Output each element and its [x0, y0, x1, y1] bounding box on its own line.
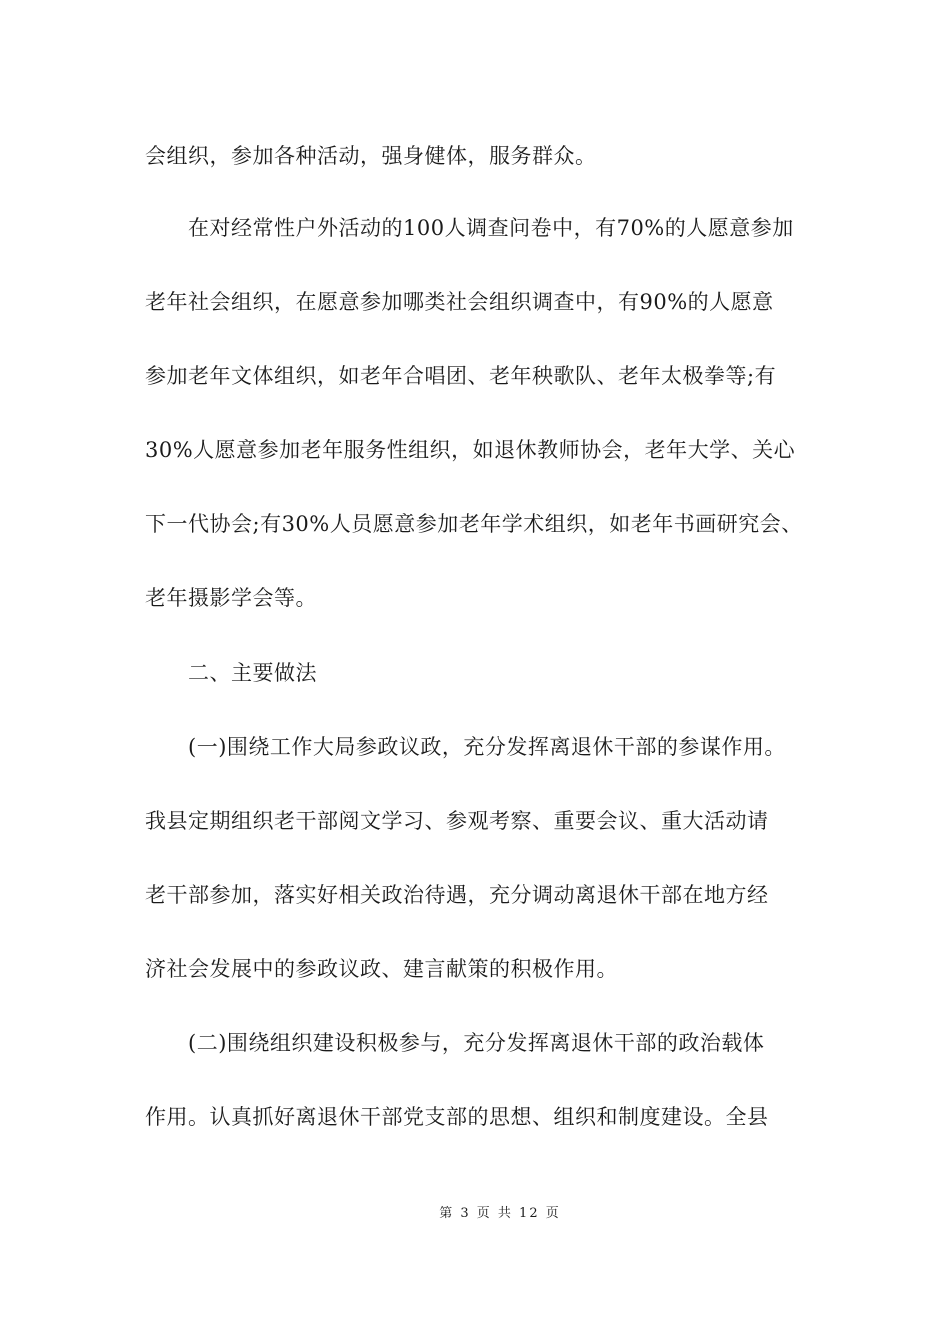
text-line: 会组织，参加各种活动，强身健体，服务群众。 — [145, 144, 597, 168]
section-heading: 二、主要做法 — [188, 661, 317, 685]
text-line: 参加老年文体组织，如老年合唱团、老年秧歌队、老年太极拳等;有 — [145, 364, 777, 388]
page-number: 第 3 页 共 12 页 — [439, 1206, 561, 1221]
paragraph-first-line: 在对经常性户外活动的100人调查问卷中，有70%的人愿意参加 — [188, 216, 794, 240]
text-line: 济社会发展中的参政议政、建言献策的积极作用。 — [145, 957, 618, 981]
text-line: 老年社会组织，在愿意参加哪类社会组织调查中，有90%的人愿意 — [145, 290, 774, 314]
text-line: 老年摄影学会等。 — [145, 586, 317, 610]
subsection-heading: (一)围绕工作大局参政议政，充分发挥离退休干部的参谋作用。 — [188, 735, 786, 759]
text-line: 下一代协会;有30%人员愿意参加老年学术组织，如老年书画研究会、 — [145, 512, 803, 536]
text-line: 我县定期组织老干部阅文学习、参观考察、重要会议、重大活动请 — [145, 809, 769, 833]
subsection-heading: (二)围绕组织建设积极参与，充分发挥离退休干部的政治载体 — [188, 1031, 765, 1055]
text-line: 老干部参加，落实好相关政治待遇，充分调动离退休干部在地方经 — [145, 883, 769, 907]
text-line: 作用。认真抓好离退休干部党支部的思想、组织和制度建设。全县 — [145, 1105, 769, 1129]
text-line: 30%人愿意参加老年服务性组织，如退休教师协会，老年大学、关心 — [145, 438, 796, 462]
